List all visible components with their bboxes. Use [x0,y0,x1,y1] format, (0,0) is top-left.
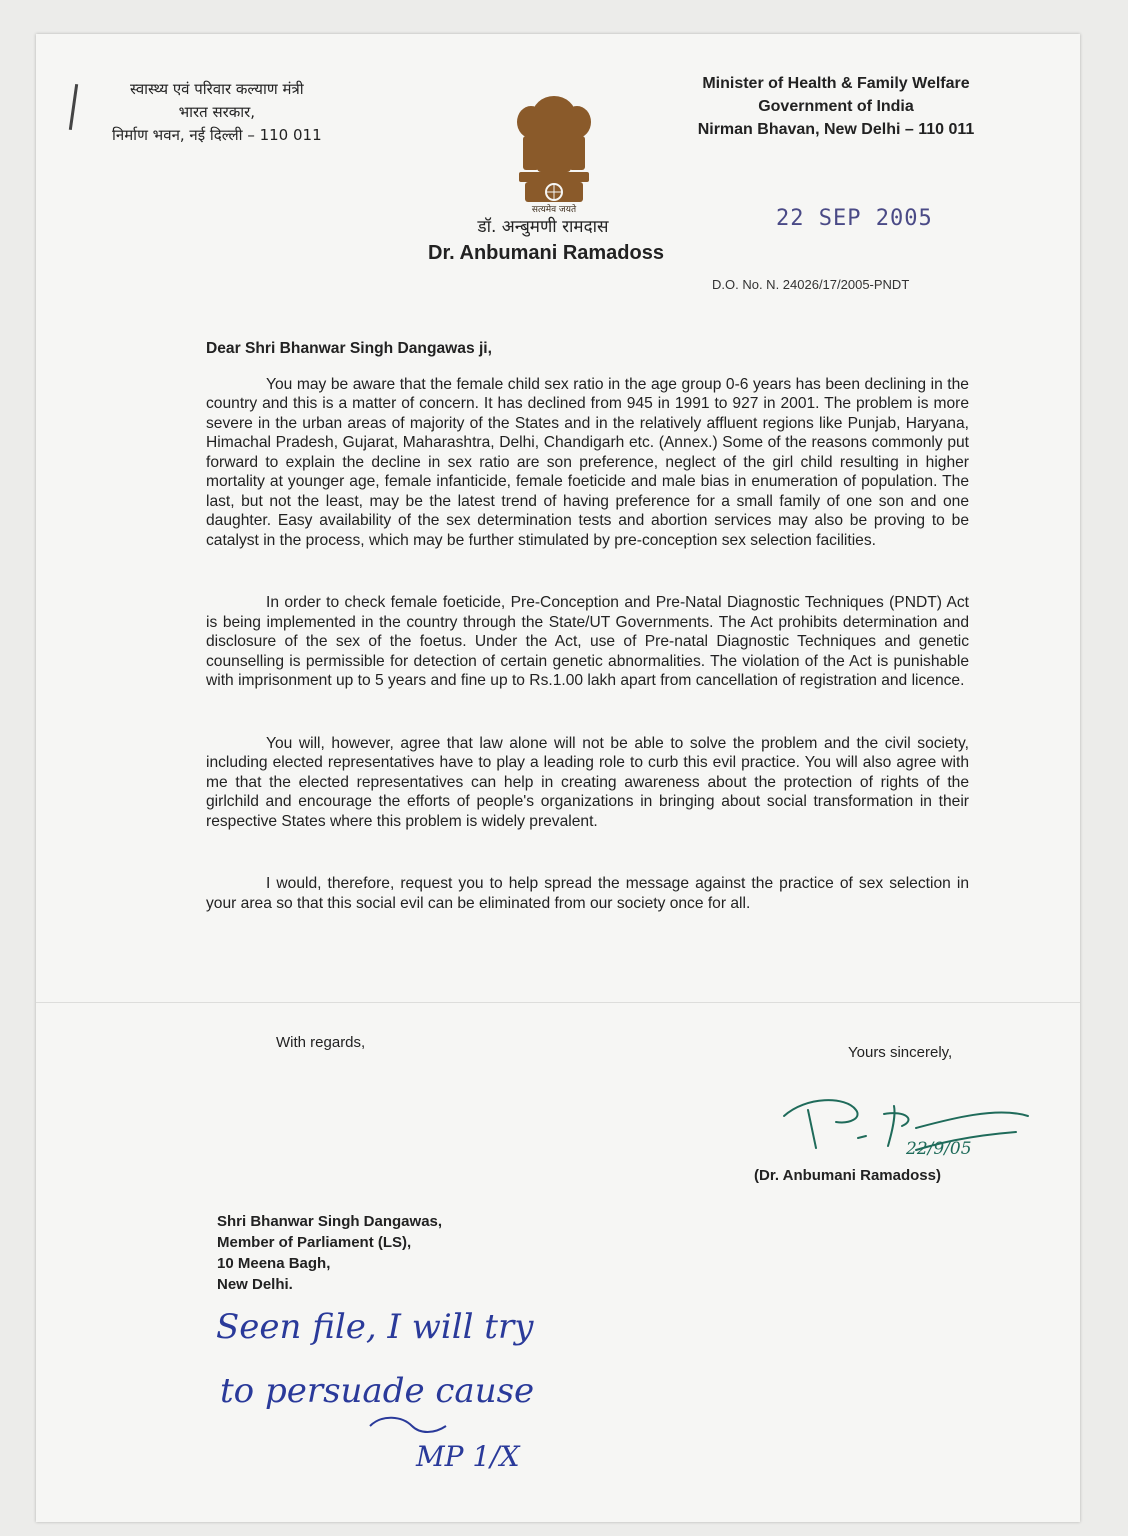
margin-mark [69,84,78,130]
letter-paper [36,34,1080,1522]
letterhead-hindi-line: निर्माण भवन, नई दिल्ली – 110 011 [112,126,322,144]
letterhead-english-line: Minister of Health & Family Welfare [702,75,970,92]
paragraph: I would, therefore, request you to help spread the message against the practice of sex selection in your area so that this social evil can be eliminated from our society once for all. [206,875,969,912]
national-emblem-icon [509,88,599,218]
date-stamp: 22 SEP 2005 [776,206,933,231]
letterhead-english-line: Government of India [758,98,914,115]
closing: With regards, [276,1034,366,1051]
addressee-line: Member of Parliament (LS), [217,1234,412,1251]
paragraph: In order to check female foeticide, Pre-Conception and Pre-Natal Diagnostic Techniques (PNDT) Act is being implemented in the country through the State/UT Governments. The Act prohibits determination and disclosure of the sex of the foetus. Under the Act, use of Pre-natal Diagnostic Techniques and genetic counselling is permissible for detection of certain genetic abnormalities. The violation of the Act is punishable with imprisonment up to 5 years and fine up to Rs.1.00 lakh apart from cancellation of registration and licence. [206,594,969,689]
addressee-line: Shri Bhanwar Singh Dangawas, [217,1213,443,1230]
letterhead-english-line: Nirman Bhavan, New Delhi – 110 011 [697,121,975,138]
note-line: MP 1/X [416,1440,520,1473]
addressee-line: New Delhi. [217,1276,293,1293]
do-number: D.O. No. N. 24026/17/2005-PNDT [712,277,910,292]
paragraph: You may be aware that the female child sex ratio in the age group 0-6 years has been declining in the country and this is a matter of concern. It has declined from 945 in 1991 to 927 in 2001. The problem is more severe in the urban areas of majority of the States and in the relatively affluent regions like Punjab, Haryana, Himachal Pradesh, Gujarat, Maharashtra, Delhi, Chandigarh etc. (Annex.) Some of the reasons commonly put forward to explain the decline in sex ratio are son preference, neglect of the girl child resulting in higher mortality at younger age, female infanticide, female foeticide and male bias in enumeration of population. The last, but not the least, may be the latest trend of having preference for a small family of one son and one daughter. Easy availability of the sex determination tests and abortion services may also be proving to be catalyst in the process, which may be further stimulated by pre-conception sex selection facilities. [206,375,969,549]
addressee-block [217,1211,442,1295]
letterhead-hindi-line: स्वास्थ्य एवं परिवार कल्याण मंत्री [129,80,304,98]
letterhead-english [656,72,1016,141]
letter-body [206,339,969,956]
note-line: to persuade cause [220,1371,535,1411]
paragraph: You will, however, agree that law alone will not be able to solve the problem and the civil society, including elected representatives have to play a leading role to curb this evil practice. You will also agree with me that the elected representatives can help in creating awareness about the protection of rights of the girlchild and encourage the efforts of people's organizations in bringing about social transformation in their respective States where this problem is widely prevalent. [206,734,969,830]
signature-image [766,1066,1036,1176]
minister-name-english: Dr. Anbumani Ramadoss [428,242,664,264]
salutation: Dear Shri Bhanwar Singh Dangawas ji, [206,340,492,357]
paper-fold-line [36,1002,1080,1003]
signature-date: 22/9/05 [906,1139,972,1159]
letterhead-hindi-line: भारत सरकार, [178,103,256,121]
yours-sincerely: Yours sincerely, [848,1044,953,1061]
emblem-motto: सत्यमेव जयते [531,205,577,215]
letterhead-hindi [112,78,322,147]
note-line: Seen file, I will try [216,1307,534,1347]
addressee-line: 10 Meena Bagh, [217,1255,331,1272]
minister-name-hindi: डॉ. अन्बुमणी रामदास [477,217,609,237]
handwritten-note [206,1294,686,1494]
signatory-name: (Dr. Anbumani Ramadoss) [754,1167,941,1184]
